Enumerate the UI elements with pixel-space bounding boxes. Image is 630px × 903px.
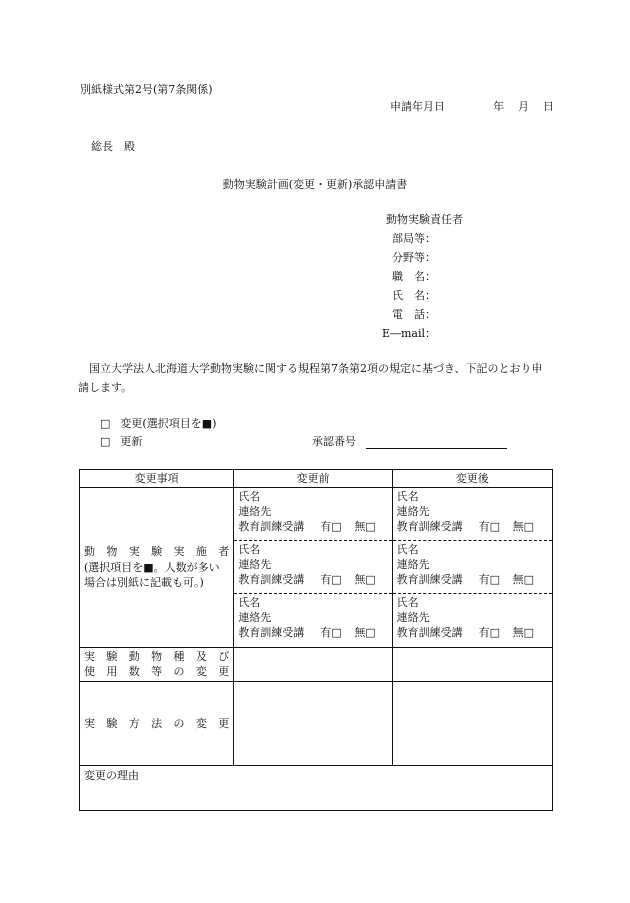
species-row bbox=[80, 648, 553, 682]
checkbox-change[interactable]: □ bbox=[100, 417, 111, 430]
field-phone[interactable]: 電 話： bbox=[392, 308, 436, 321]
implementer-row bbox=[80, 488, 553, 648]
implementer-after bbox=[392, 488, 552, 648]
method-row bbox=[80, 681, 553, 765]
table-header-row bbox=[80, 470, 553, 488]
option-renewal-label: 更新 bbox=[120, 435, 143, 448]
method-label: 実 験 方 法 の 変 更 bbox=[80, 681, 234, 765]
field-email[interactable]: E―mail： bbox=[381, 327, 436, 340]
body-text: 国立大学法人北海道大学動物実験に関する規程第7条第2項の規定に基づき、下記のとおり申請します。 bbox=[78, 362, 543, 395]
option-change-label: 変更(選択項目を■) bbox=[120, 417, 217, 430]
field-name[interactable]: 氏 名： bbox=[392, 289, 436, 302]
checkbox-renewal[interactable]: □ bbox=[100, 435, 111, 448]
application-date bbox=[390, 99, 554, 114]
species-label: 実 験 動 物 種 及 び 使 用 数 等 の 変 更 bbox=[80, 648, 234, 682]
approval-number bbox=[312, 434, 507, 449]
implementer-before bbox=[234, 488, 392, 648]
implementer-label bbox=[80, 488, 234, 648]
change-table bbox=[79, 469, 553, 811]
approval-number-label: 承認番号 bbox=[312, 435, 356, 448]
person-entry[interactable]: 氏名 連絡先 教育訓練受講 有□ 無□ bbox=[396, 596, 535, 639]
implementer-label-note: (選択項目を■。人数が多い場合は別紙に記載も可。) bbox=[84, 560, 220, 590]
reason-row bbox=[80, 765, 553, 810]
form-number: 別紙様式第2号(第7条関係) bbox=[80, 83, 213, 96]
option-change[interactable] bbox=[100, 416, 216, 431]
species-after[interactable] bbox=[392, 648, 552, 682]
person-entry[interactable]: 氏名 連絡先 教育訓練受講 有□ 無□ bbox=[238, 596, 376, 639]
date-year: 年 bbox=[493, 100, 504, 113]
reason-label: 変更の理由 bbox=[84, 768, 139, 782]
header-change-item: 変更事項 bbox=[80, 470, 234, 488]
applicant-fields bbox=[366, 231, 436, 345]
date-month: 月 bbox=[518, 100, 529, 113]
approval-number-field[interactable] bbox=[366, 436, 507, 449]
header-after: 変更後 bbox=[392, 470, 552, 488]
option-renewal[interactable] bbox=[100, 434, 142, 449]
person-entry[interactable]: 氏名 連絡先 教育訓練受講 有□ 無□ bbox=[393, 541, 552, 594]
person-entry[interactable]: 氏名 連絡先 教育訓練受講 有□ 無□ bbox=[234, 488, 391, 541]
date-day: 日 bbox=[543, 100, 554, 113]
person-entry[interactable]: 氏名 連絡先 教育訓練受講 有□ 無□ bbox=[393, 488, 552, 541]
addressee: 総長 殿 bbox=[91, 140, 135, 153]
field-department[interactable]: 部局等： bbox=[392, 232, 436, 245]
method-after[interactable] bbox=[392, 681, 552, 765]
implementer-label-title: 動 物 実 験 実 施 者 bbox=[84, 545, 230, 559]
header-before: 変更前 bbox=[234, 470, 392, 488]
application-date-label: 申請年月日 bbox=[390, 100, 445, 113]
applicant-heading: 動物実験責任者 bbox=[386, 213, 463, 226]
method-before[interactable] bbox=[234, 681, 392, 765]
person-entry[interactable]: 氏名 連絡先 教育訓練受講 有□ 無□ bbox=[234, 541, 391, 594]
field-position[interactable]: 職 名： bbox=[392, 270, 436, 283]
reason-cell[interactable] bbox=[80, 765, 553, 810]
species-before[interactable] bbox=[234, 648, 392, 682]
field-division[interactable]: 分野等： bbox=[392, 251, 436, 264]
page-title: 動物実験計画(変更・更新)承認申請書 bbox=[222, 178, 408, 191]
